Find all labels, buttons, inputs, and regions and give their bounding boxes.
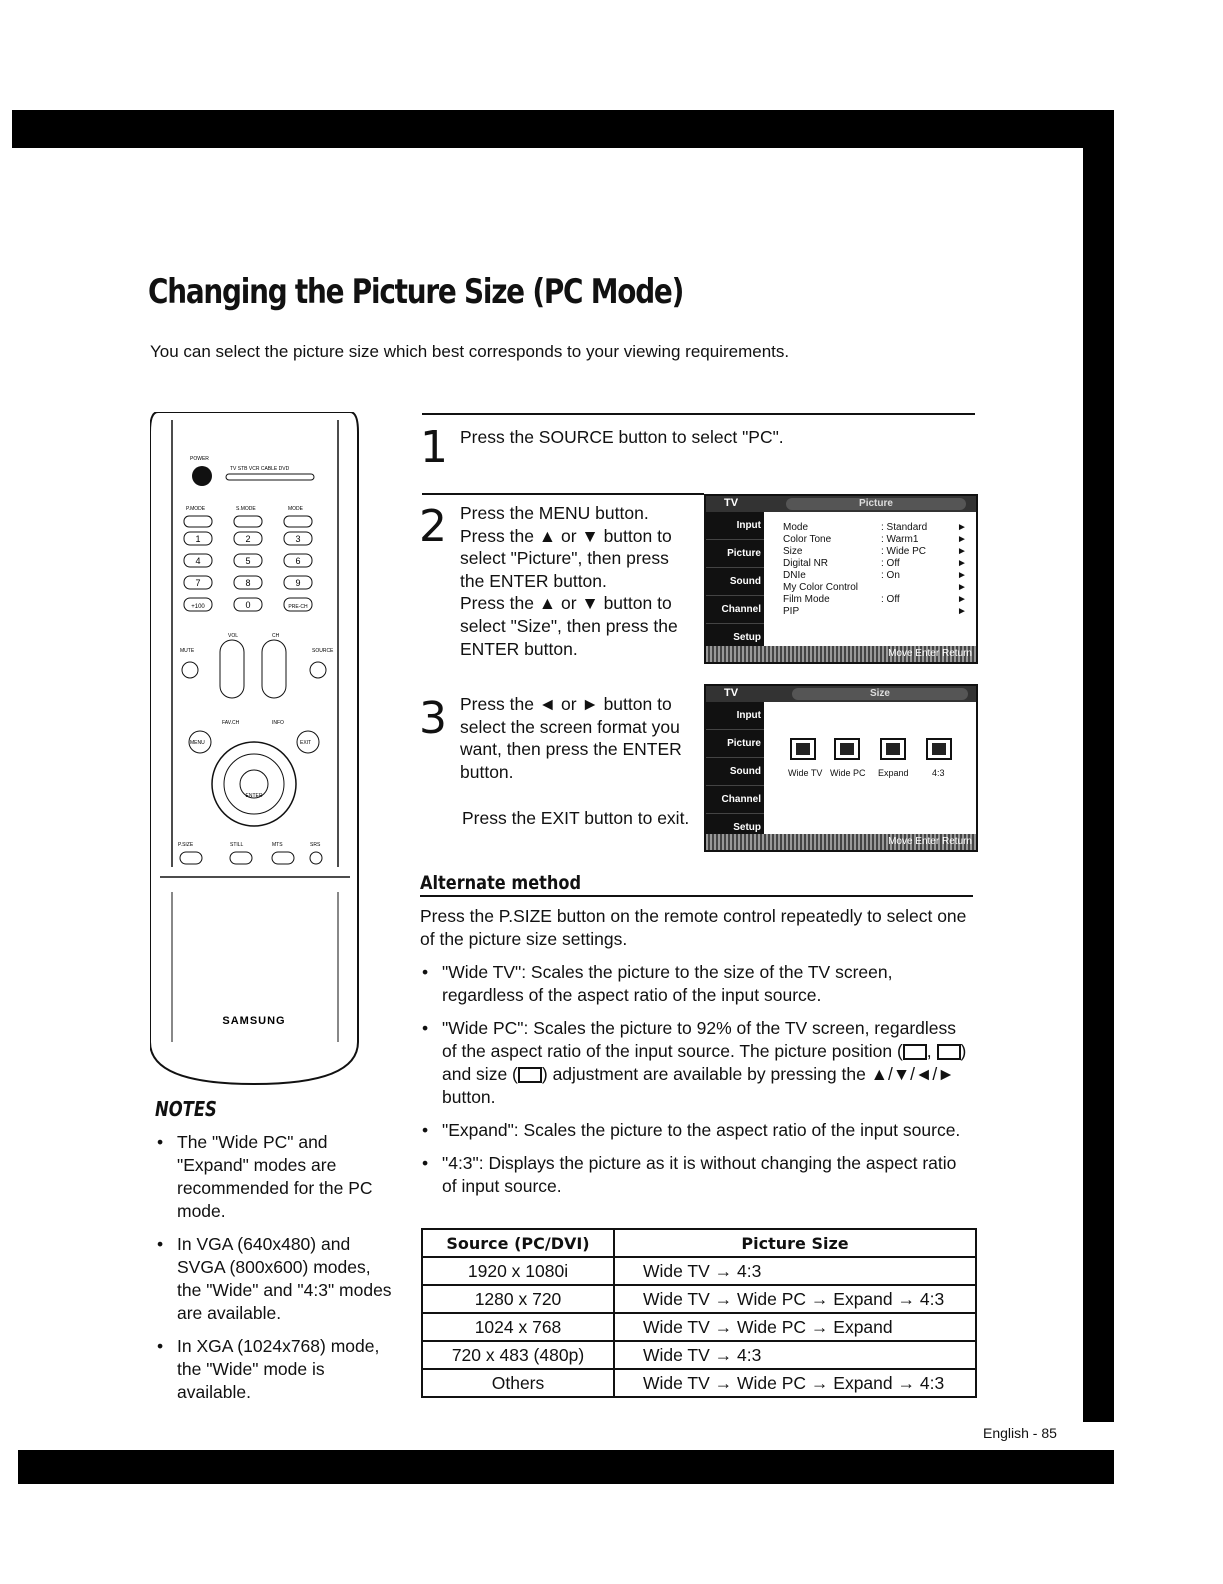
osd-picture-menu: TV Picture Input Picture Sound Channel Setup Mode : Standard ► Color Tone : Warm1 ► Size : Wide PC ► Digital NR : Off ► DNIe : On ► My Color Control ► Film Mode : Off ► PIP ► Move Enter Return [704, 494, 978, 664]
remote-control-illustration [150, 412, 365, 1092]
svg-text:2: 2 [245, 534, 251, 544]
svg-text:S.MODE: S.MODE [236, 506, 256, 512]
svg-text:INFO: INFO [272, 720, 284, 726]
power-button [192, 466, 212, 486]
svg-text:P.MODE: P.MODE [186, 506, 206, 512]
svg-text:EXIT: EXIT [300, 740, 312, 746]
position-icon [903, 1044, 927, 1060]
step-2-text: Press the MENU button. Press the ▲ or ▼ button to select "Picture", then press the ENTER button. Press the ▲ or ▼ button to select "Size", then press the ENTER button. [460, 503, 678, 659]
remote-power-label: POWER [190, 456, 209, 462]
svg-text:7: 7 [195, 578, 201, 588]
bullet-4-3: • "4:3": Displays the picture as it is without changing the aspect ratio of input source. [420, 1152, 972, 1198]
size-wide-tv-icon [790, 738, 816, 760]
svg-text:VOL: VOL [228, 633, 239, 639]
svg-text:5: 5 [245, 556, 251, 566]
step-1-number: 1 [420, 422, 448, 473]
svg-text:STILL: STILL [230, 842, 244, 848]
table-row: 720 x 483 (480p) Wide TV → 4:3 [422, 1341, 976, 1369]
size-expand-icon [880, 738, 906, 760]
step-3-exit-text: Press the EXIT button to exit. [462, 808, 690, 828]
bullet-wide-tv: • "Wide TV": Scales the picture to the size of the TV screen, regardless of the aspect ratio of the input source. [420, 961, 972, 1007]
notes-title: NOTES [155, 1097, 217, 1121]
right-bar [1083, 110, 1114, 1422]
alternate-method-list [420, 961, 972, 1198]
svg-text:0: 0 [245, 600, 251, 610]
remote-modes-label: TV STB VCR CABLE DVD [230, 466, 290, 472]
svg-text:3: 3 [295, 534, 301, 544]
svg-text:8: 8 [245, 578, 251, 588]
remote-brand: SAMSUNG [222, 1015, 286, 1027]
svg-text:FAV.CH: FAV.CH [222, 720, 240, 726]
svg-text:SRS: SRS [310, 842, 321, 848]
svg-text:P.SIZE: P.SIZE [178, 842, 194, 848]
top-bar [12, 110, 1114, 148]
table-row: 1920 x 1080i Wide TV → 4:3 [422, 1257, 976, 1285]
bullet-wide-pc: • "Wide PC": Scales the picture to 92% of the TV screen, regardless of the aspect ratio of the input source. The picture position ( , ) and size ( ) adjustment are available by pressing the ▲/▼/◄/► button. [420, 1017, 972, 1109]
picture-size-table [421, 1228, 977, 1398]
svg-text:4: 4 [195, 556, 201, 566]
note-item: • The "Wide PC" and "Expand" modes are recommended for the PC mode. [155, 1131, 395, 1223]
svg-text:MENU: MENU [190, 740, 205, 746]
table-row: 1024 x 768 Wide TV → Wide PC → Expand [422, 1313, 976, 1341]
svg-text:MTS: MTS [272, 842, 283, 848]
step-3-number: 3 [419, 693, 447, 744]
step-1-text: Press the SOURCE button to select "PC". [460, 427, 784, 447]
svg-text:+100: +100 [191, 604, 205, 610]
step-2-rule [422, 493, 704, 495]
svg-text:MODE: MODE [288, 506, 303, 512]
table-header-row: Source (PC/DVI) Picture Size [422, 1229, 976, 1257]
position-icon-2 [937, 1044, 961, 1060]
page-number: English - 85 [983, 1425, 1057, 1441]
alternate-method-rule [420, 895, 973, 897]
svg-text:CH: CH [272, 633, 280, 639]
step-1-rule [422, 413, 975, 415]
enter-button: ENTER [245, 793, 263, 799]
bottom-bar [18, 1450, 1114, 1484]
table-row: Others Wide TV → Wide PC → Expand → 4:3 [422, 1369, 976, 1397]
alternate-method-title: Alternate method [420, 872, 582, 894]
osd-size-menu: TV Size Input Picture Sound Channel Setup Wide TV Wide PC Expand 4:3 Move Enter Return [704, 684, 978, 852]
page-title: Changing the Picture Size (PC Mode) [148, 272, 684, 312]
svg-text:PRE-CH: PRE-CH [288, 604, 308, 610]
step-2-number: 2 [419, 501, 447, 552]
page-subtitle: You can select the picture size which best corresponds to your viewing requirements. [150, 342, 790, 361]
svg-text:6: 6 [295, 556, 301, 566]
bullet-expand: • "Expand": Scales the picture to the aspect ratio of the input source. [420, 1119, 972, 1142]
size-adjust-icon [518, 1067, 542, 1083]
svg-text:SOURCE: SOURCE [312, 648, 334, 654]
size-4-3-icon [926, 738, 952, 760]
svg-text:1: 1 [195, 534, 201, 544]
table-row: 1280 x 720 Wide TV → Wide PC → Expand → 4:3 [422, 1285, 976, 1313]
alternate-method-intro: Press the P.SIZE button on the remote control repeatedly to select one of the picture size settings. [420, 906, 967, 949]
svg-text:9: 9 [295, 578, 301, 588]
size-wide-pc-icon [834, 738, 860, 760]
svg-text:MUTE: MUTE [180, 648, 195, 654]
step-3-text: Press the ◄ or ► button to select the screen format you want, then press the ENTER button. [460, 694, 682, 782]
notes-list [155, 1131, 395, 1404]
note-item: • In XGA (1024x768) mode, the "Wide" mode is available. [155, 1335, 395, 1404]
note-item: • In VGA (640x480) and SVGA (800x600) modes, the "Wide" and "4:3" modes are available. [155, 1233, 395, 1325]
